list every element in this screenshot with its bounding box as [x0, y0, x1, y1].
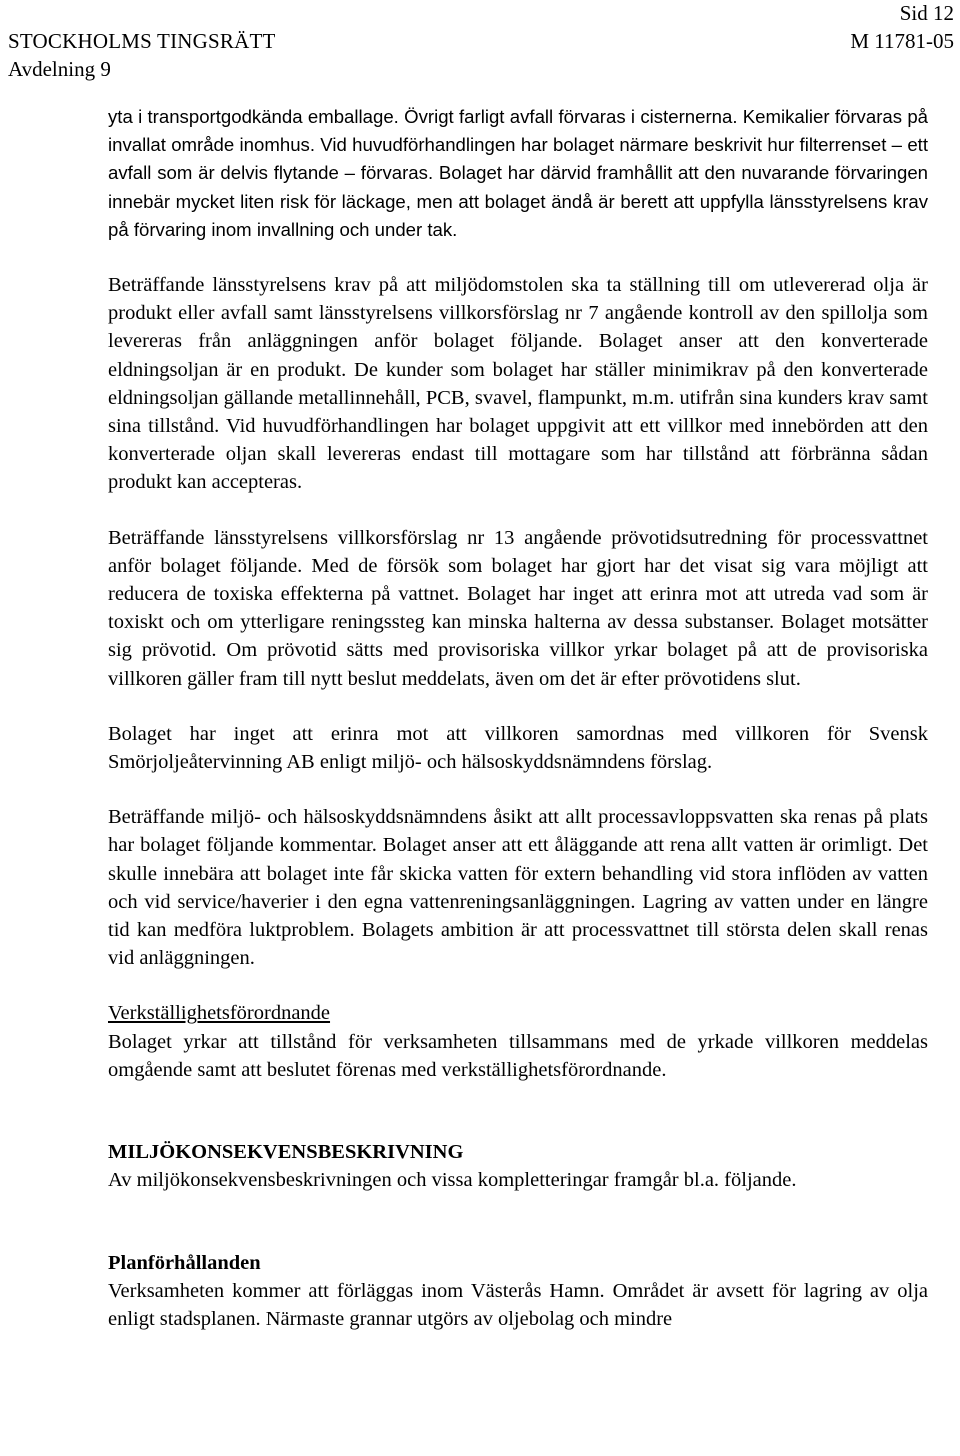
court-division: Avdelning 9: [8, 57, 111, 81]
paragraph-spacer: [108, 776, 928, 803]
case-number: M 11781-05: [850, 29, 954, 53]
section-heading-enforcement: Verkställighetsförordnande: [108, 1002, 331, 1025]
section-text-eia: Av miljökonsekvensbeskrivningen och vissa kompletteringar framgår bl.a. följande.: [108, 1169, 797, 1192]
paragraph-oil-product: Beträffande länsstyrelsens krav på att miljödomstolen ska ta ställning till om utlevererad olja är produkt eller avfall samt länsstyrelsens villkorsförslag nr 7 angående kontroll av den spillolja som levereras från anläggningen anför bolaget följande. Bolaget anser att den konverterade eldningsoljan är en produkt. De kunder som bolaget har ställer minimikrav på den konverterade eldningsoljan gällande metallinnehåll, PCB, svavel, flampunkt, m.m. utifrån sina kunders krav samt sina tillstånd. Vid huvudförhandlingen har bolaget uppgivit att ett villkor med innebörden att den konverterade oljan skall levereras endast till mottagare som har tillstånd att förbränna sådan produkt kan accepteras.: [108, 274, 928, 494]
paragraph-spacer: [108, 972, 928, 999]
section-heading-planning: Planförhållanden: [108, 1251, 261, 1274]
paragraph-spacer: [108, 497, 928, 524]
page-header: [8, 0, 956, 86]
document-body: [108, 103, 928, 1333]
paragraph-process-water: Beträffande länsstyrelsens villkorsförslag nr 13 angående prövotidsutredning för processvattnet anför bolaget följande. Med de försök som bolaget har gjort har det visat sig vara möjligt att reducera de toxiska effekterna på vattnet. Bolaget har inget att erinra mot att utreda vad som är toxiskt och om ytterligare reningssteg kan minska halterna av dessa substanser. Bolaget motsätter sig prövotid. Om prövotid sätts med provisoriska villkor yrkar bolaget på att de provisoriska villkoren gäller fram till nytt beslut meddelats, även om det är efter prövotidens slut.: [108, 526, 928, 690]
paragraph-spacer: [108, 693, 928, 720]
paragraph-storage: yta i transportgodkända emballage. Övrigt farligt avfall förvaras i cisternerna. Kemikalier förvaras på invallat område inomhus. Vid huvudförhandlingen har bolaget närmare beskrivit hur filterrenset – ett avfall som är delvis flytande – förvaras. Bolaget har därvid framhållit att den nuvarande förvaringen innebär mycket liten risk för läckage, men att bolaget ändå är berett att uppfylla länsstyrelsens krav på förvaring inom invallning och under tak.: [108, 106, 928, 240]
section-text-planning: Verksamheten kommer att förläggas inom Västerås Hamn. Området är avsett för lagring av olja enligt stadsplanen. Närmaste grannar utgörs av oljebolag och mindre: [108, 1279, 928, 1330]
section-heading-eia: MILJÖKONSEKVENSBESKRIVNING: [108, 1141, 464, 1164]
paragraph-coordination: Bolaget har inget att erinra mot att villkoren samordnas med villkoren för Svensk Smörjoljeåtervinning AB enligt miljö- och hälsoskyddsnämndens förslag.: [108, 722, 928, 774]
paragraph-wastewater: Beträffande miljö- och hälsoskyddsnämndens åsikt att allt processavloppsvatten ska renas på plats har bolaget följande kommentar. Bolaget anser att ett åläggande att rena allt vatten är orimligt. Det skulle innebära att bolaget inte får skicka vatten för extern behandling vid stora inflöden av vatten och vid service/haverier i den egna vattenreningsanläggningen. Lagring av vatten under en längre tid kan medföra luktproblem. Bolagets ambition är att processvattnet till största delen skall renas vid anläggningen.: [108, 806, 928, 970]
court-name: STOCKHOLMS TINGSRÄTT: [8, 29, 276, 53]
paragraph-spacer: [108, 1084, 928, 1111]
paragraph-spacer: [108, 244, 928, 271]
page-number: Sid 12: [899, 1, 954, 25]
paragraph-spacer: [108, 1111, 928, 1138]
section-text-enforcement: Bolaget yrkar att tillstånd för verksamheten tillsammans med de yrkade villkoren meddelas omgående samt att beslutet förenas med verkställighetsförordnande.: [108, 1030, 928, 1081]
paragraph-spacer: [108, 1222, 928, 1249]
paragraph-spacer: [108, 1195, 928, 1222]
